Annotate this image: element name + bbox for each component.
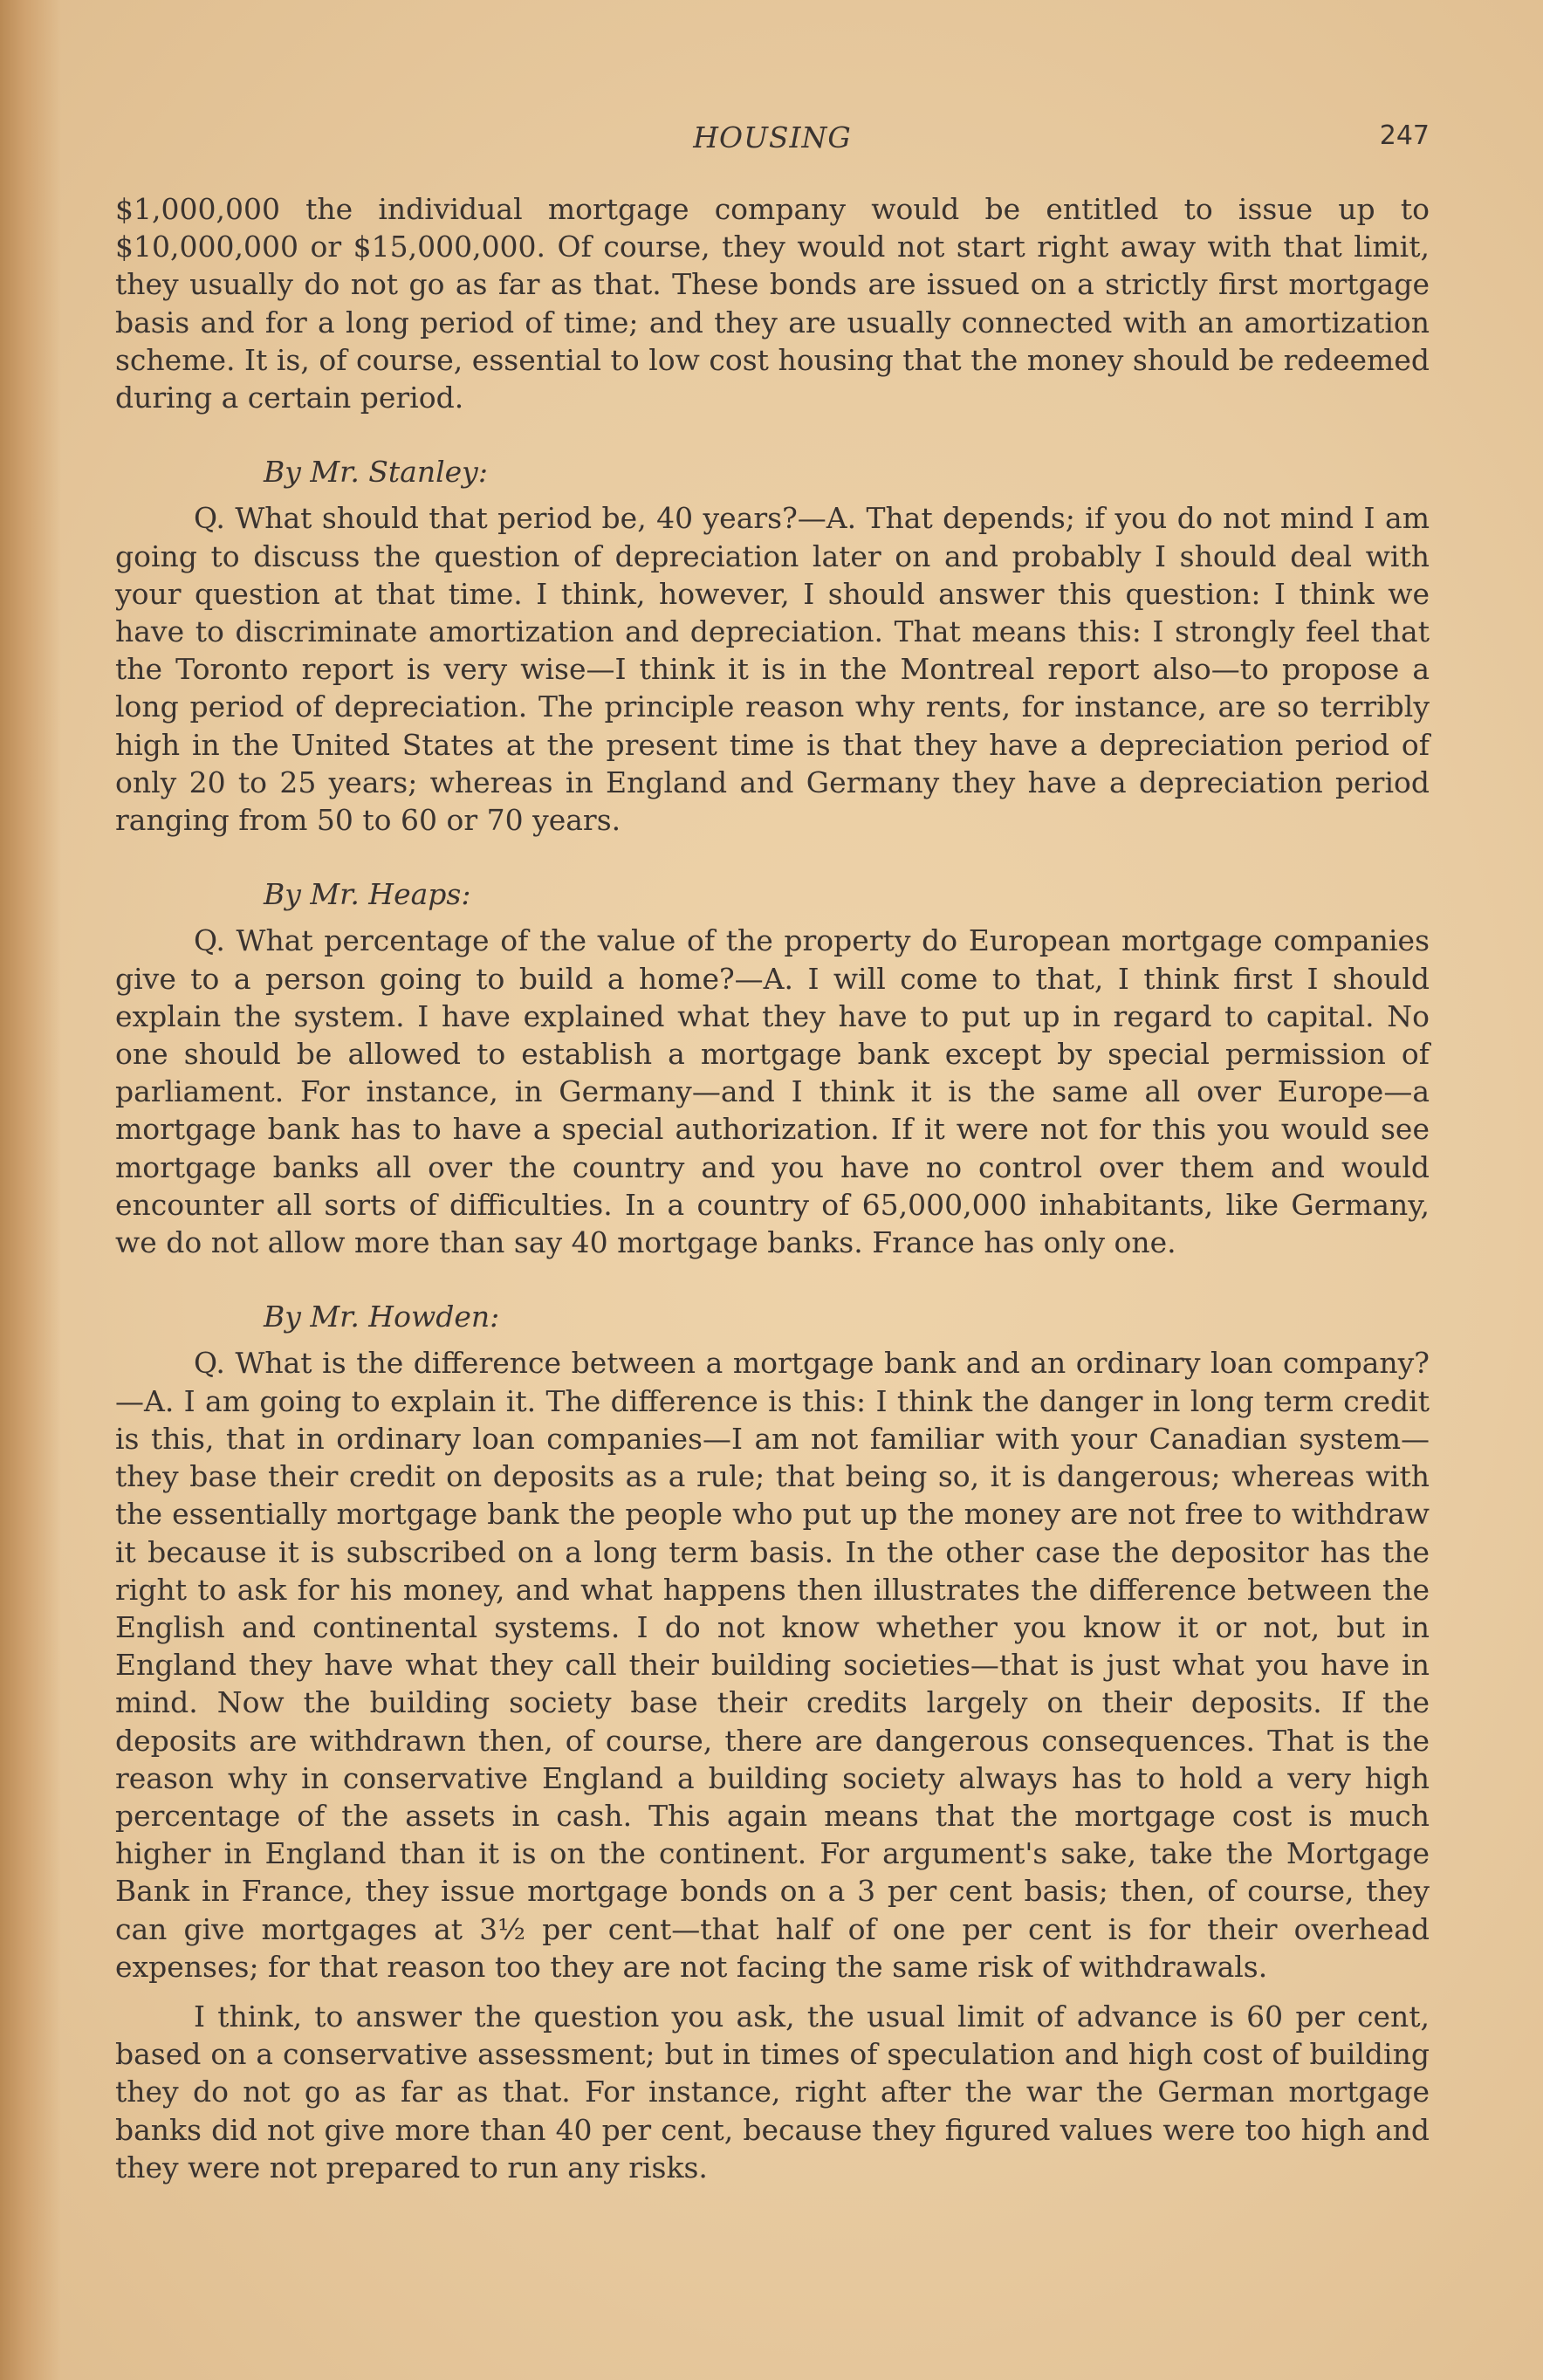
page-number: 247 — [1379, 120, 1430, 151]
running-head: HOUSING — [693, 120, 852, 154]
paragraph: I think, to answer the question you ask, the usual limit of advance is 60 per cent, based on a conservative assessment; but in times of speculation and high cost of building they do not go as far as that. For instance, right after the war the German mortgage banks did not give more than 40 per cent, because they figured values were too high and they were not prepared to run any risks. — [115, 1999, 1430, 2185]
speaker-heading: By Mr. Heaps: — [264, 877, 471, 912]
page-header — [115, 120, 1430, 164]
paragraph: Q. What is the difference between a mortgage bank and an ordinary loan company?—A. I am going to explain it. The difference is this: I think the danger in long term credit is this, that in ordinary loan companies—I am not familiar with your Canadian system—they base their credit on deposits as a rule; that being so, it is dangerous; whereas with the essentially mortgage bank the people who put up the money are not free to withdraw it because it is subscribed on a long term basis. In the other case the depositor has the right to ask for his money, and what happens then illustrates the difference between the English and continental systems. I do not know whether you know it or not, but in England they have what they call their building societies—that is just what you have in mind. Now the building society base their credits largely on their deposits. If the deposits are withdrawn then, of course, there are dangerous consequences. That is the reason why in conservative England a building society always has to hold a very high percentage of the assets in cash. This again means that the mortgage cost is much higher in England than it is on the continent. For argument's sake, take the Mortgage Bank in France, they issue mortgage bonds on a 3 per cent basis; then, of course, they can give mortgages at 3½ per cent—that half of one per cent is for their overhead expenses; for that reason too they are not facing the same risk of withdrawals. — [115, 1346, 1430, 1984]
paragraph: Q. What percentage of the value of the property do European mortgage companies give to a person going to build a home?—A. I will come to that, I think first I should explain the system. I have explained what they have to put up in regard to capital. No one should be allowed to establish a mortgage bank except by special permission of parliament. For instance, in Germany—and I think it is the same all over Europe—a mortgage bank has to have a special authorization. If it were not for this you would see mortgage banks all over the country and you have no control over them and would encounter all sorts of difficulties. In a country of 65,000,000 inhabitants, like Germany, we do not allow more than say 40 mortgage banks. France has only one. — [115, 923, 1430, 1260]
paragraph: $1,000,000 the individual mortgage company would be entitled to issue up to $10,000,000 or $15,000,000. Of course, they would not start right away with that limit, they usually do not go as far as that. These bonds are issued on a strictly first mortgage basis and for a long period of time; and they are usually connected with an amortization scheme. It is, of course, essential to low cost housing that the money should be redeemed during a certain period. — [115, 192, 1430, 415]
speaker-heading: By Mr. Howden: — [264, 1300, 500, 1334]
body-text — [115, 190, 1430, 2186]
book-spine-shadow — [0, 0, 61, 2380]
paragraph: Q. What should that period be, 40 years?—A. That depends; if you do not mind I am going to discuss the question of depreciation later on and probably I should deal with your question at that time. I think, however, I should answer this question: I think we have to discriminate amortization and depreciation. That means this: I strongly feel that the Toronto report is very wise—I think it is in the Montreal report also—to propose a long period of depreciation. The principle reason why rents, for instance, are so terribly high in the United States at the present time is that they have a depreciation period of only 20 to 25 years; whereas in England and Germany they have a depreciation period ranging from 50 to 60 or 70 years. — [115, 501, 1430, 838]
speaker-heading: By Mr. Stanley: — [264, 455, 488, 490]
